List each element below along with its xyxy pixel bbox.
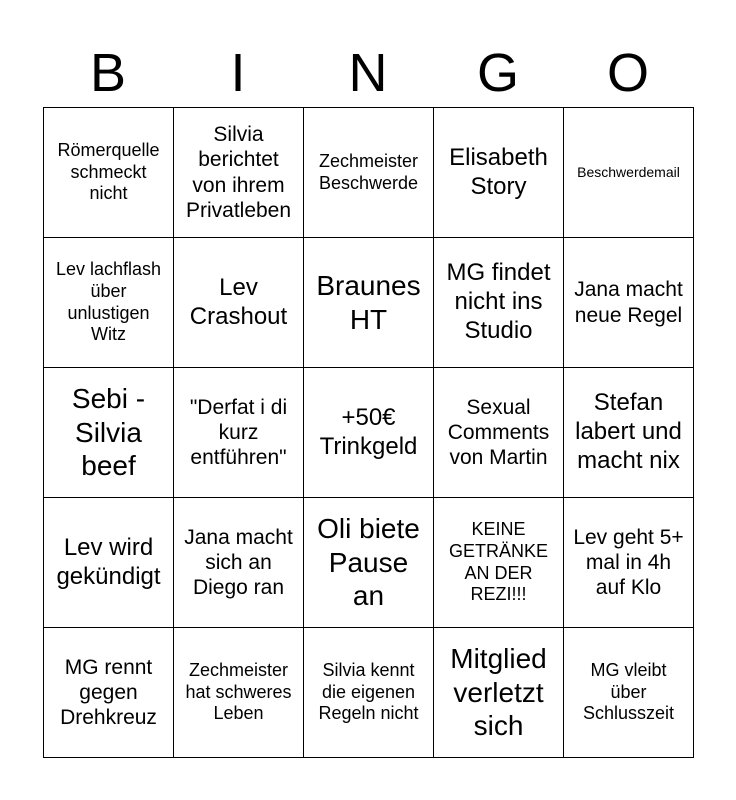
bingo-cell-text: Lev lachflash über unlustigen Witz xyxy=(55,259,162,345)
header-letter-b: B xyxy=(89,43,127,103)
bingo-cell[interactable] xyxy=(434,628,564,758)
bingo-cell[interactable] xyxy=(44,108,174,238)
bingo-cell[interactable] xyxy=(304,108,434,238)
bingo-cell[interactable] xyxy=(304,368,434,498)
bingo-cell-text: Lev Crashout xyxy=(189,273,288,330)
header-letter-n: N xyxy=(348,43,388,103)
bingo-cell[interactable] xyxy=(44,628,174,758)
bingo-cell-text: Römerquelle schmeckt nicht xyxy=(57,140,160,204)
bingo-cell-text: Lev wird gekündigt xyxy=(56,533,161,590)
bingo-header xyxy=(43,40,693,106)
header-letter-o: O xyxy=(606,43,649,103)
bingo-cell-text: MG vleibt über Schlusszeit xyxy=(582,660,675,724)
bingo-cell-text: KEINE GETRÄNKE AN DER REZI!!! xyxy=(448,519,549,605)
bingo-cell[interactable] xyxy=(564,368,694,498)
bingo-cell-text: Sexual Comments von Martin xyxy=(447,395,550,470)
bingo-cell[interactable] xyxy=(44,498,174,628)
bingo-cell[interactable] xyxy=(44,368,174,498)
bingo-cell-text: Elisabeth Story xyxy=(449,143,548,200)
bingo-cell-text: Braunes HT xyxy=(316,269,421,335)
bingo-cell-text: Oli biete Pause an xyxy=(317,513,420,612)
bingo-cell-text: Lev geht 5+ mal in 4h auf Klo xyxy=(573,525,684,600)
bingo-cell[interactable] xyxy=(564,628,694,758)
bingo-cell[interactable] xyxy=(564,498,694,628)
bingo-cell[interactable] xyxy=(434,498,564,628)
bingo-cell-text: Sebi - Silvia beef xyxy=(71,383,146,482)
bingo-cell-text: "Derfat i di kurz entführen" xyxy=(189,395,288,470)
bingo-cell[interactable] xyxy=(304,238,434,368)
bingo-cell-text: Jana macht sich an Diego ran xyxy=(184,525,293,600)
bingo-cell[interactable] xyxy=(564,108,694,238)
bingo-grid xyxy=(43,107,694,758)
bingo-cell[interactable] xyxy=(434,368,564,498)
bingo-cell[interactable] xyxy=(304,628,434,758)
bingo-cell[interactable] xyxy=(44,238,174,368)
bingo-cell[interactable] xyxy=(304,498,434,628)
bingo-cell[interactable] xyxy=(174,238,304,368)
bingo-cell[interactable] xyxy=(174,628,304,758)
bingo-cell[interactable] xyxy=(174,108,304,238)
bingo-cell-text: MG rennt gegen Drehkreuz xyxy=(60,655,157,730)
header-letter-g: G xyxy=(476,43,519,103)
bingo-cell[interactable] xyxy=(174,498,304,628)
bingo-cell-text: Jana macht neue Regel xyxy=(574,278,683,327)
bingo-cell-text: Stefan labert und macht nix xyxy=(575,389,682,474)
bingo-cell[interactable] xyxy=(564,238,694,368)
bingo-cell[interactable] xyxy=(434,108,564,238)
bingo-cell-text: +50€ Trinkgeld xyxy=(319,403,418,460)
bingo-cell-text: Zechmeister hat schweres Leben xyxy=(185,660,292,724)
header-letter-i: I xyxy=(230,43,246,103)
bingo-cell-text: Zechmeister Beschwerde xyxy=(318,150,419,193)
bingo-cell[interactable] xyxy=(434,238,564,368)
bingo-cell-text: Silvia berichtet von ihrem Privatleben xyxy=(185,123,292,222)
bingo-cell[interactable] xyxy=(174,368,304,498)
bingo-cell-text: Beschwerdemail xyxy=(577,164,680,181)
bingo-cell-text: MG findet nicht ins Studio xyxy=(446,259,551,344)
bingo-cell-text: Mitglied verletzt sich xyxy=(450,643,547,742)
bingo-cell-text: Silvia kennt die eigenen Regeln nicht xyxy=(318,660,419,724)
